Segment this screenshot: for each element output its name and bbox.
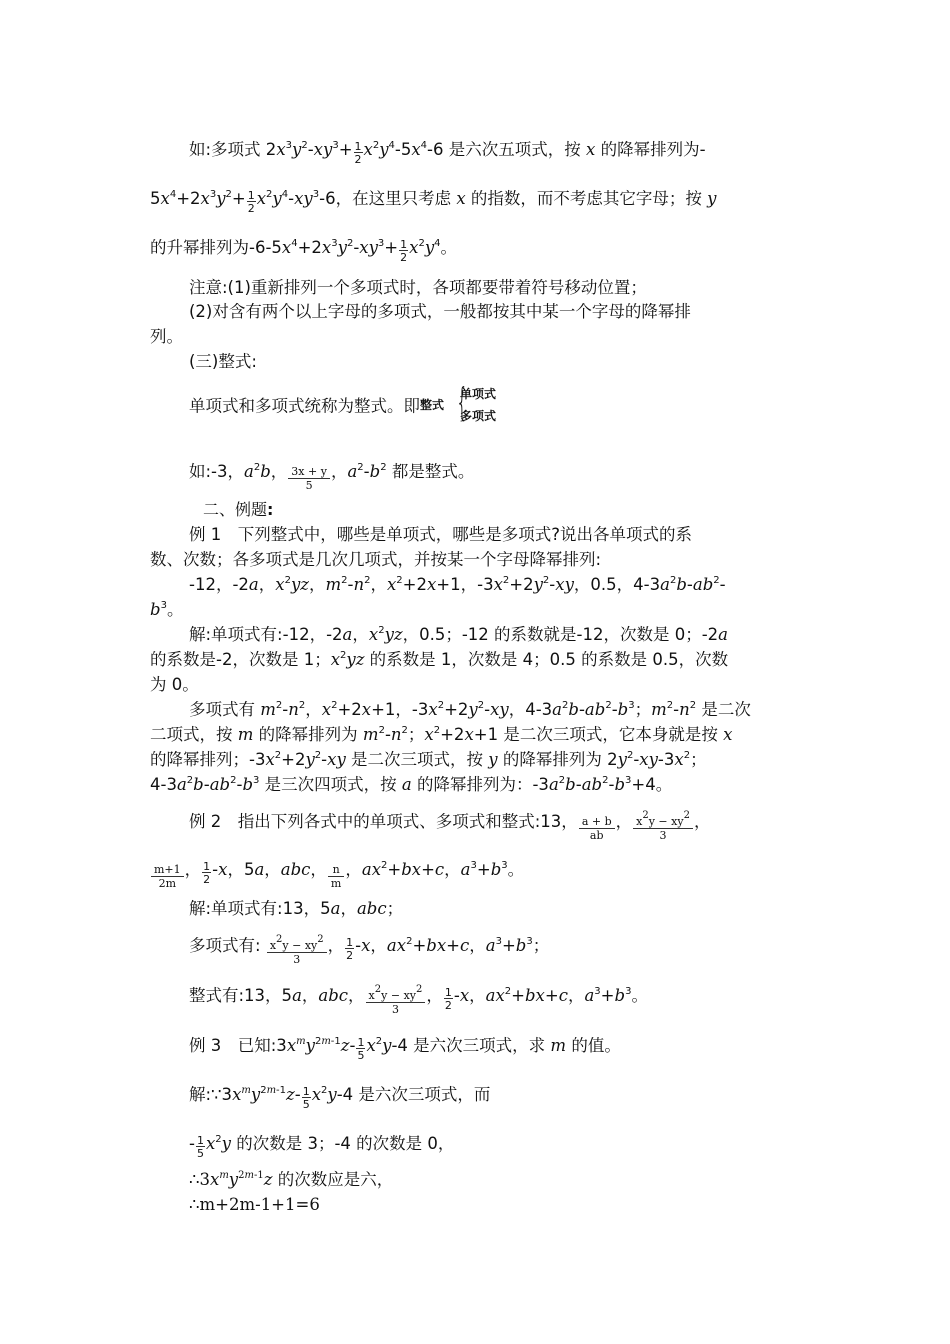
text-span: 二、例题 xyxy=(203,500,268,519)
fraction: $\frac{x^2y - xy^2}{3}$ xyxy=(633,815,693,842)
text-line: $\therefore 3x^my^{2m-1}z$ 的次数应是六， xyxy=(189,1170,394,1189)
brace-diagram xyxy=(420,380,510,429)
text-line: $5x^4+2x^3y^2+$ $\frac{1}{2}$ $x^2y^4-xy^3-6$，在这里只考虑 x 的指数，而不考虑其它字母；按 y xyxy=(150,189,717,215)
section-heading: 二、例题: xyxy=(203,500,274,519)
example-1-line: 例 1 下列整式中，哪些是单项式，哪些是多项式?说出各单项式的系 xyxy=(189,525,693,544)
text-span: 是六次五项式，按 xyxy=(448,140,581,159)
text-span: 单项式和多项式统称为整式。即 xyxy=(189,396,420,416)
text-line: 整式有:13，5a，abc， $\frac{x^2y - xy^2}{3}$ ， $\frac{1}{2}$ -x，$ax^2+bx+c$，$a^3+b^3$。 xyxy=(189,984,648,1016)
fraction: $\frac{1}{2}$ xyxy=(203,860,211,886)
text-span: 多项式有 xyxy=(189,700,255,719)
text-span: 的降幂排列为- xyxy=(600,140,706,159)
text-span: 例 2 指出下列各式中的单项式、多项式和整式:13， xyxy=(189,812,578,831)
text-span: 整式有:13，5 xyxy=(189,986,293,1005)
text-span: 是六次三项式，求 xyxy=(413,1036,546,1055)
text-span: 的指数，而不考虑其它字母；按 xyxy=(470,189,702,208)
text-span: 的次数是 3；-4 的次数是 0， xyxy=(236,1134,455,1153)
text-line: 为 0。 xyxy=(150,675,199,694)
fraction: $\frac{1}{2}$ xyxy=(444,986,452,1012)
fraction: $\frac{1}{2}$ xyxy=(354,140,362,166)
brace-label: 整式 xyxy=(420,398,445,412)
text-span: 如:-3， xyxy=(189,462,245,481)
fraction: $\frac{3x + y}{5}$ xyxy=(288,465,330,492)
fraction: $\frac{1}{2}$ xyxy=(400,238,408,264)
text-line: 解:单项式有:-12，-2a，$x^2yz$，0.5；-12 的系数就是-12，次数是 0；-2a xyxy=(189,625,729,644)
text-line: $4-3a^2b-ab^2-b^3$ 是三次四项式，按 a 的降幂排列为：$-3a^2b-ab^2-b^3+4$。 xyxy=(150,775,673,794)
fraction: $\frac{x^2y - xy^2}{3}$ xyxy=(366,989,426,1016)
text-span: 的次数应是六， xyxy=(277,1170,394,1189)
text-span: 的升幂排列为-6-5 xyxy=(150,238,282,257)
text-line: 的系数是-2，次数是 1；$x^2yz$ 的系数是 1，次数是 4；0.5 的系数是 0.5，次数 xyxy=(150,650,729,669)
text-span: 解:∵3 xyxy=(189,1085,233,1104)
fraction: $\frac{m+1}{2m}$ xyxy=(151,863,184,890)
fraction: $\frac{1}{2}$ xyxy=(346,936,354,962)
text-line: -12，-2a，$x^2yz$，$m^2-n^2$，$x^2+2x+1$，$-3x^2+2y^2-xy$，0.5，$4-3a^2b-ab^2-$ xyxy=(189,575,726,594)
text-line: 如:-3，$a^2b$， $\frac{3x + y}{5}$ ，$a^2-b^2$ 都是整式。 xyxy=(189,462,475,492)
text-span: 的系数是-2，次数是 1； xyxy=(150,650,331,669)
text-span: 例 3 已知:3 xyxy=(189,1036,287,1055)
text-span: 如:多项式 xyxy=(189,140,261,159)
text-span: 解:单项式有:-12，-2 xyxy=(189,625,343,644)
note-2: (2)对含有两个以上字母的多项式，一般都按其中某一个字母的降幂排 xyxy=(189,302,691,321)
brace-item: 多项式 xyxy=(460,409,497,423)
text-line: 解$:\because 3x^my^{2m-1}z-$ $\frac{1}{5}$ $x^2y-4$ 是六次三项式，而 xyxy=(189,1085,491,1111)
example-2-line: 例 2 指出下列各式中的单项式、多项式和整式:13， $\frac{a + b}{ab}$ ， $\frac{x^2y - xy^2}{3}$ ， xyxy=(189,810,711,842)
brace-item: 单项式 xyxy=(460,387,497,401)
text-span: ，在这里只考虑 xyxy=(335,189,452,208)
curly-brace-icon: { xyxy=(456,380,469,424)
fraction: $\frac{1}{2}$ xyxy=(247,189,255,215)
section-heading: (三)整式: xyxy=(189,352,257,371)
fraction: $\frac{1}{5}$ xyxy=(302,1085,310,1111)
fraction: $\frac{a + b}{ab}$ xyxy=(579,815,615,842)
text-line: - $\frac{1}{5}$ $x^2y$ 的次数是 3；-4 的次数是 0， xyxy=(189,1134,455,1160)
fraction: $\frac{n}{m}$ xyxy=(328,863,344,890)
text-line: 的升幂排列为$-6-5x^4+2x^3y^2-xy^3+$ $\frac{1}{2}$ $x^2y^4$。 xyxy=(150,238,458,264)
text-line: 多项式有 $m^2-n^2$，$x^2+2x+1$，$-3x^2+2y^2-xy$，$4-3a^2b-ab^2-b^3$；$m^2-n^2$ 是二次 xyxy=(189,700,751,719)
text-line: 的降幂排列；$-3x^2+2y^2-xy$ 是二次三项式，按 y 的降幂排列为 $2y^2-xy-3x^2$； xyxy=(150,750,707,769)
text-span: 都是整式。 xyxy=(391,462,475,481)
text-line: 多项式有: $\frac{x^2y - xy^2}{3}$ ， $\frac{1}{2}$ -x，$ax^2+bx+c$，$a^3+b^3$； xyxy=(189,934,550,966)
text-line: $\frac{m+1}{2m}$ ， $\frac{1}{2}$ -x，5a，abc， $\frac{n}{m}$ ，$ax^2+bx+c$，$a^3+b^3$。 xyxy=(150,860,524,890)
text-line: 解:单项式有:13，5a，abc； xyxy=(189,899,404,918)
text-line: $b^3$。 xyxy=(150,600,184,619)
text-line: 如:多项式 $2x^3y^2-xy^3+$ $\frac{1}{2}$ $x^2y^4-5x^4-6$ 是六次五项式，按 x 的降幂排列为- xyxy=(189,140,706,166)
text-span: 的值。 xyxy=(571,1036,621,1055)
text-span: 多项式有: xyxy=(189,936,261,955)
note-1: 注意:(1)重新排列一个多项式时，各项都要带着符号移动位置； xyxy=(189,278,647,297)
definition-line xyxy=(189,380,510,429)
text-span: 是六次三项式，而 xyxy=(358,1085,491,1104)
example-1-line: 数、次数；各多项式是几次几项式，并按某一个字母降幂排列: xyxy=(150,550,602,569)
fraction: $\frac{1}{5}$ xyxy=(196,1134,204,1160)
fraction: $\frac{x^2y - xy^2}{3}$ xyxy=(267,939,327,966)
text-span: 解:单项式有:13，5 xyxy=(189,899,331,918)
text-line: 二项式，按 m 的降幂排列为 $m^2-n^2$；$x^2+2x+1$ 是二次三项式，它本身就是按 x xyxy=(150,725,733,744)
text-line: ∴m+2m-1+1=6 xyxy=(189,1195,320,1214)
note-2-cont: 列。 xyxy=(150,327,183,346)
example-3-line: 例 3 已知$:3x^my^{2m-1}z-$ $\frac{1}{5}$ $x^2y-4$ 是六次三项式，求 m 的值。 xyxy=(189,1036,621,1062)
fraction: $\frac{1}{5}$ xyxy=(357,1036,365,1062)
